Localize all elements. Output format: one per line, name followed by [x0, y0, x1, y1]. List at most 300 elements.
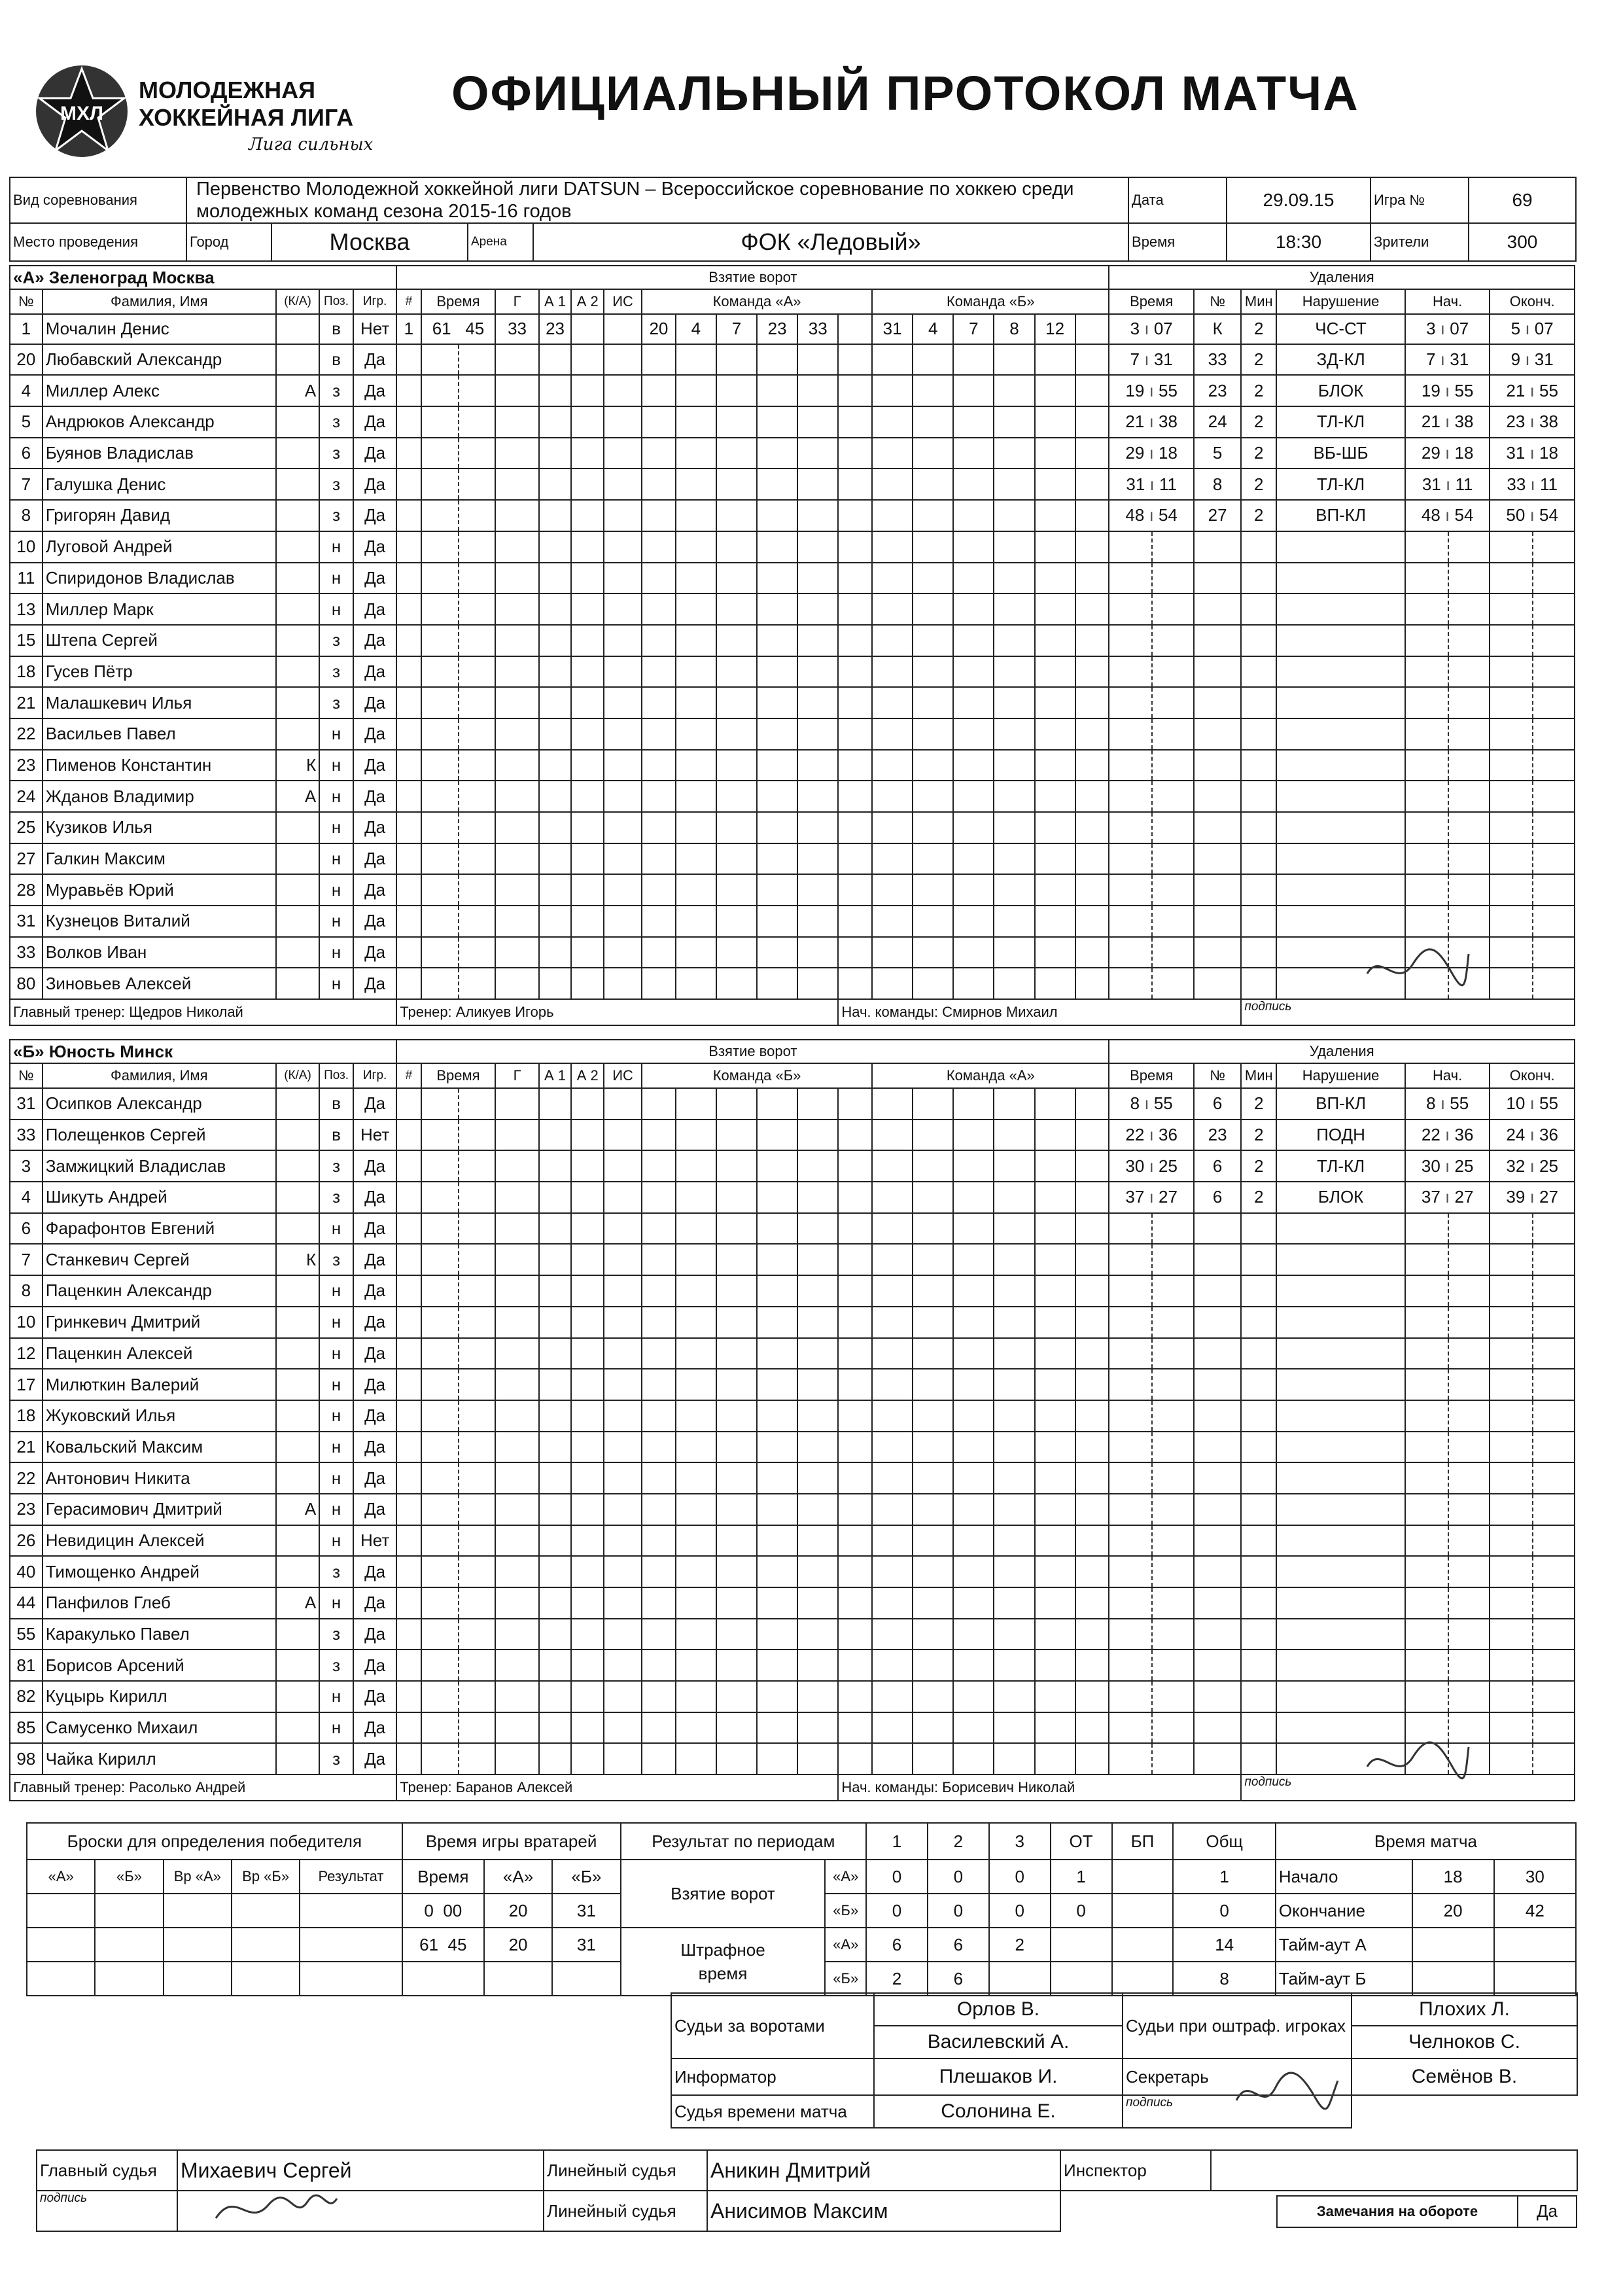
officials-table — [671, 1992, 1578, 2128]
team_a-row — [10, 375, 1575, 406]
penalty-end: 39 ı 27 — [1490, 1182, 1575, 1213]
player-played: Да — [353, 1743, 396, 1775]
penalty-end: 24 ı 36 — [1490, 1120, 1575, 1151]
team_b-row — [10, 1587, 1575, 1619]
penalty-player: К — [1194, 314, 1241, 344]
team_a-row — [10, 968, 1575, 999]
penalty-violation: БЛОК — [1276, 375, 1405, 406]
player-position: н — [319, 531, 353, 563]
penalty-end-min: 21 — [1506, 380, 1526, 400]
team_a-sign-label: подпись — [1241, 999, 1575, 1025]
team_a-title: «А» Зеленоград Москва — [10, 266, 396, 289]
goalie-row2-sec: 45 — [447, 1934, 467, 1954]
penalty-time-sec: 36 — [1159, 1125, 1178, 1145]
team_b-col-num: № — [10, 1063, 43, 1088]
pim-b-p2: 6 — [928, 1962, 989, 1996]
player-captain-mark — [276, 563, 319, 594]
player-number: 44 — [10, 1587, 43, 1619]
team_a-penalties-section-label: Удаления — [1109, 266, 1575, 289]
penalty-player: 27 — [1194, 500, 1241, 531]
player-played: Да — [353, 438, 396, 469]
penalty-judges-label: Судьи при оштраф. игроках — [1123, 1993, 1352, 2058]
penalty-end-min: 23 — [1506, 412, 1526, 432]
penalty-start: 37 ı 27 — [1405, 1182, 1490, 1213]
player-position: н — [319, 563, 353, 594]
player-number: 4 — [10, 375, 43, 406]
player-number: 23 — [10, 1494, 43, 1525]
penalty-start-min: 7 — [1426, 349, 1436, 370]
penalty-end-min: 39 — [1506, 1187, 1526, 1207]
linesman-1-value: Аникин Дмитрий — [707, 2150, 1060, 2191]
penalty-violation: ВБ-ШБ — [1276, 438, 1405, 469]
team_b-row — [10, 1369, 1575, 1400]
player-number: 33 — [10, 937, 43, 968]
player-name: Милюткин Валерий — [43, 1369, 276, 1400]
player-captain-mark — [276, 1712, 319, 1744]
remarks-box — [1276, 2195, 1577, 2228]
player-number: 10 — [10, 531, 43, 563]
shootout-col-result: Результат — [300, 1860, 402, 1894]
penalty-start-sec: 55 — [1454, 380, 1474, 400]
player-number: 18 — [10, 656, 43, 688]
player-played: Да — [353, 1182, 396, 1213]
penalty-start-sec: 31 — [1450, 349, 1469, 370]
player-played: Да — [353, 1462, 396, 1494]
penalty-start: 29 ı 18 — [1405, 438, 1490, 469]
player-captain-mark — [276, 1556, 319, 1587]
team_b-row — [10, 1400, 1575, 1432]
penalty-time-sec: 38 — [1159, 412, 1178, 432]
player-name: Полещенков Сергей — [43, 1120, 276, 1151]
pim-a-p3: 2 — [989, 1928, 1051, 1962]
player-played: Да — [353, 563, 396, 594]
goal-onice-opp: 12 — [1035, 314, 1075, 344]
player-played: Да — [353, 531, 396, 563]
league-name-line2: ХОККЕЙНАЯ ЛИГА — [139, 104, 354, 131]
goals-team-b-mark: «Б» — [825, 1894, 866, 1928]
goal-onice-own: 7 — [716, 314, 757, 344]
penalty-player: 23 — [1194, 1120, 1241, 1151]
player-number: 21 — [10, 687, 43, 718]
player-captain-mark — [276, 843, 319, 875]
team_b-row — [10, 1182, 1575, 1213]
team_b-row — [10, 1681, 1575, 1712]
penalty-start-sec: 38 — [1454, 412, 1474, 432]
player-name: Галкин Максим — [43, 843, 276, 875]
linesman-2-label: Линейный судья — [544, 2191, 707, 2231]
pim-b-p3 — [989, 1962, 1051, 1996]
player-number: 98 — [10, 1743, 43, 1775]
penalty-player: 6 — [1194, 1150, 1241, 1182]
player-position: н — [319, 1213, 353, 1245]
player-name: Гринкевич Дмитрий — [43, 1307, 276, 1338]
team_b-row — [10, 1307, 1575, 1338]
penalty-time: 30 ı 25 — [1109, 1150, 1193, 1182]
player-position: н — [319, 843, 353, 875]
match-time-title: Время матча — [1276, 1823, 1576, 1860]
player-number: 13 — [10, 593, 43, 625]
goalie-row1-sec: 00 — [443, 1900, 462, 1920]
player-number: 23 — [10, 750, 43, 781]
penalty-end: 50 ı 54 — [1490, 500, 1575, 531]
player-captain-mark — [276, 500, 319, 531]
player-number: 18 — [10, 1400, 43, 1432]
penalty-time-sec: 54 — [1159, 505, 1178, 525]
start-min: 18 — [1412, 1860, 1494, 1894]
player-name: Фарафонтов Евгений — [43, 1213, 276, 1245]
penalty-time-sec: 55 — [1153, 1093, 1173, 1114]
team_b-pen-col-end: Оконч. — [1490, 1063, 1575, 1088]
player-played: Да — [353, 344, 396, 376]
team_a-row — [10, 937, 1575, 968]
player-name: Шикуть Андрей — [43, 1182, 276, 1213]
player-played: Да — [353, 1150, 396, 1182]
pim-team-a-mark: «А» — [825, 1928, 866, 1962]
team_b-row — [10, 1432, 1575, 1463]
player-captain-mark — [276, 906, 319, 937]
player-name: Станкевич Сергей — [43, 1244, 276, 1275]
goal-scorer: 33 — [495, 314, 538, 344]
goal-onice-opp: 4 — [913, 314, 953, 344]
penalty-end-min: 33 — [1507, 474, 1526, 494]
penalty-end-sec: 11 — [1539, 474, 1558, 494]
player-captain-mark — [276, 1619, 319, 1650]
penalty-time: 37 ı 27 — [1109, 1182, 1193, 1213]
player-name: Панфилов Глеб — [43, 1587, 276, 1619]
player-captain-mark — [276, 1650, 319, 1681]
team_b-row — [10, 1650, 1575, 1681]
player-captain-mark — [276, 1307, 319, 1338]
penalty-end-sec: 54 — [1539, 505, 1558, 525]
penalty-start-sec: 11 — [1455, 474, 1473, 494]
player-name: Пименов Константин — [43, 750, 276, 781]
penalty-start-min: 31 — [1422, 474, 1441, 494]
team_b-row — [10, 1213, 1575, 1245]
player-position: н — [319, 1712, 353, 1744]
team_a-row — [10, 906, 1575, 937]
team-b-section — [9, 1039, 1575, 1801]
player-captain-mark: А — [276, 781, 319, 812]
team_a-row — [10, 344, 1575, 376]
shootout-col-b: «Б» — [95, 1860, 163, 1894]
player-captain-mark: К — [276, 1244, 319, 1275]
team_a-col-name: Фамилия, Имя — [43, 289, 276, 314]
player-number: 31 — [10, 906, 43, 937]
penalty-end-min: 9 — [1510, 349, 1521, 370]
player-played: Да — [353, 874, 396, 906]
player-captain-mark — [276, 531, 319, 563]
penalty-start: 30 ı 25 — [1405, 1150, 1490, 1182]
team_b-row — [10, 1619, 1575, 1650]
player-captain-mark — [276, 1525, 319, 1557]
player-played: Да — [353, 1619, 396, 1650]
player-name: Зиновьев Алексей — [43, 968, 276, 999]
penalty-minutes: 2 — [1241, 1088, 1276, 1120]
player-name: Миллер Алекс — [43, 375, 276, 406]
shootout-col-gk-a: Вр «А» — [164, 1860, 232, 1894]
player-position: н — [319, 1494, 353, 1525]
main-referee-value: Михаевич Сергей — [177, 2150, 544, 2191]
penalty-time: 29 ı 18 — [1109, 438, 1193, 469]
pim-b-ot — [1051, 1962, 1112, 1996]
team_a-row — [10, 500, 1575, 531]
penalty-time-sec: 55 — [1159, 380, 1178, 400]
team_b-col-is: ИС — [604, 1063, 642, 1088]
player-number: 3 — [10, 1150, 43, 1182]
team_a-pen-col-viol: Нарушение — [1276, 289, 1405, 314]
pim-a-bp — [1112, 1928, 1174, 1962]
penalty-minutes: 2 — [1241, 1120, 1276, 1151]
team_b-pen-col-viol: Нарушение — [1276, 1063, 1405, 1088]
goalie-row2-min: 61 — [419, 1934, 439, 1954]
player-number: 40 — [10, 1556, 43, 1587]
team_a-row — [10, 438, 1575, 469]
goal-judges-label: Судьи за воротами — [671, 1993, 874, 2058]
penalty-time: 21 ı 38 — [1109, 406, 1193, 438]
player-captain-mark — [276, 468, 319, 500]
goal-onice-opp: 8 — [994, 314, 1034, 344]
player-captain-mark: А — [276, 1494, 319, 1525]
penalty-time-sec: 27 — [1159, 1187, 1178, 1207]
pim-b-total: 8 — [1173, 1962, 1275, 1996]
player-position: н — [319, 718, 353, 750]
linesman-1-label: Линейный судья — [544, 2150, 707, 2191]
penalty-minutes: 2 — [1241, 406, 1276, 438]
player-name: Осипков Александр — [43, 1088, 276, 1120]
player-captain-mark: А — [276, 1587, 319, 1619]
team_b-pen-col-num: № — [1194, 1063, 1241, 1088]
player-captain-mark — [276, 1088, 319, 1120]
penalty-violation: ВП-КЛ — [1276, 500, 1405, 531]
team-a-section — [9, 265, 1575, 1026]
player-played: Да — [353, 750, 396, 781]
player-played: Да — [353, 843, 396, 875]
pim-label: Штрафное время — [621, 1928, 826, 1996]
player-captain-mark: К — [276, 750, 319, 781]
secretary-label: Секретарь — [1123, 2058, 1352, 2095]
goals-a-p3: 0 — [989, 1860, 1051, 1894]
player-position: н — [319, 937, 353, 968]
pim-a-p1: 6 — [866, 1928, 928, 1962]
arena-label: Арена — [468, 223, 533, 261]
player-name: Герасимович Дмитрий — [43, 1494, 276, 1525]
penalty-time-sec: 18 — [1159, 443, 1178, 463]
player-captain-mark — [276, 812, 319, 843]
player-played: Да — [353, 968, 396, 999]
period-1-label: 1 — [866, 1823, 928, 1860]
team_a-row — [10, 687, 1575, 718]
player-played: Нет — [353, 1525, 396, 1557]
player-number: 28 — [10, 874, 43, 906]
spectators-value: 300 — [1469, 223, 1576, 261]
penalty-player: 33 — [1194, 344, 1241, 376]
team_b-col-g: Г — [495, 1063, 538, 1088]
goals-a-p1: 0 — [866, 1860, 928, 1894]
arena-value: ФОК «Ледовый» — [533, 223, 1128, 261]
team_b-row — [10, 1088, 1575, 1120]
player-position: н — [319, 593, 353, 625]
team_b-row — [10, 1743, 1575, 1775]
team_a-pen-col-time: Время — [1109, 289, 1193, 314]
player-number: 5 — [10, 406, 43, 438]
shootout-title: Броски для определения победителя — [27, 1823, 402, 1860]
player-position: в — [319, 344, 353, 376]
team-a-signature — [1361, 941, 1472, 993]
player-name: Невидицин Алексей — [43, 1525, 276, 1557]
player-name: Кузиков Илья — [43, 812, 276, 843]
goals-b-bp — [1112, 1894, 1174, 1928]
team_b-col-name: Фамилия, Имя — [43, 1063, 276, 1088]
player-played: Да — [353, 1307, 396, 1338]
penalty-time-min: 21 — [1125, 412, 1145, 432]
penalty-start: 19 ı 55 — [1405, 375, 1490, 406]
team_a-row — [10, 656, 1575, 688]
player-position: з — [319, 406, 353, 438]
team_b-row — [10, 1494, 1575, 1525]
team_a-pen-col-num: № — [1194, 289, 1241, 314]
player-played: Да — [353, 1213, 396, 1245]
team_a-col-g: Г — [495, 289, 538, 314]
player-number: 4 — [10, 1182, 43, 1213]
team_a-col-hash: # — [396, 289, 421, 314]
player-position: з — [319, 1650, 353, 1681]
penalty-time: 7 ı 31 — [1109, 344, 1193, 376]
penalty-start-sec: 55 — [1450, 1093, 1469, 1114]
player-captain-mark — [276, 1275, 319, 1307]
player-number: 25 — [10, 812, 43, 843]
player-name: Жданов Владимир — [43, 781, 276, 812]
penalty-violation: ТЛ-КЛ — [1276, 1150, 1405, 1182]
team_a-col-a1: А 1 — [539, 289, 572, 314]
goals-a-p2: 0 — [928, 1860, 989, 1894]
goalie-row1-a: 20 — [484, 1894, 552, 1928]
player-captain-mark — [276, 344, 319, 376]
penalty-end-min: 31 — [1506, 443, 1526, 463]
player-captain-mark — [276, 406, 319, 438]
player-played: Да — [353, 406, 396, 438]
goals-a-bp — [1112, 1860, 1174, 1894]
penalty-start-min: 3 — [1426, 319, 1436, 339]
shootout-label: БП — [1112, 1823, 1174, 1860]
penalty-end-sec: 27 — [1539, 1187, 1558, 1207]
penalty-time-min: 19 — [1125, 380, 1145, 400]
team_a-manager: Нач. команды: Смирнов Михаил — [838, 999, 1241, 1025]
end-label: Окончание — [1276, 1894, 1412, 1928]
competition-value: Первенство Молодежной хоккейной лиги DATSUN – Всероссийское соревнование по хоккею среди молодежных команд сезона 2015-16 годов — [186, 177, 1128, 223]
penalty-violation: ТЛ-КЛ — [1276, 406, 1405, 438]
penalty-player: 8 — [1194, 468, 1241, 500]
player-number: 7 — [10, 1244, 43, 1275]
goalie-row2-b: 31 — [552, 1928, 620, 1962]
goal-hash: 1 — [396, 314, 421, 344]
venue-label: Место проведения — [10, 223, 186, 261]
pim-b-p1: 2 — [866, 1962, 928, 1996]
penalty-time-min: 8 — [1130, 1093, 1140, 1114]
goalie-col-b: «Б» — [552, 1860, 620, 1894]
player-name: Самусенко Михаил — [43, 1712, 276, 1744]
team_b-col-a2: А 2 — [571, 1063, 604, 1088]
penalty-start-min: 21 — [1421, 412, 1440, 432]
player-number: 22 — [10, 1462, 43, 1494]
goals-b-p2: 0 — [928, 1894, 989, 1928]
penalty-minutes: 2 — [1241, 375, 1276, 406]
goal-time — [421, 314, 496, 344]
penalty-start-min: 29 — [1421, 443, 1440, 463]
penalty-end: 23 ı 38 — [1490, 406, 1575, 438]
player-position: н — [319, 1307, 353, 1338]
player-position: з — [319, 468, 353, 500]
main-referee-sign-label: подпись — [37, 2191, 177, 2231]
player-name: Замжицкий Владислав — [43, 1150, 276, 1182]
player-name: Жуковский Илья — [43, 1400, 276, 1432]
penalty-end-min: 24 — [1506, 1125, 1526, 1145]
periods-title: Результат по периодам — [621, 1823, 867, 1860]
penalty-start-sec: 07 — [1450, 319, 1469, 339]
penalty-end: 32 ı 25 — [1490, 1150, 1575, 1182]
player-position: з — [319, 375, 353, 406]
player-position: в — [319, 1088, 353, 1120]
player-played: Да — [353, 1712, 396, 1744]
penalty-end: 31 ı 18 — [1490, 438, 1575, 469]
player-position: з — [319, 1182, 353, 1213]
player-captain-mark — [276, 968, 319, 999]
player-played: Да — [353, 1681, 396, 1712]
team_a-table — [9, 265, 1575, 1026]
end-sec: 42 — [1494, 1894, 1576, 1928]
overtime-label: ОТ — [1051, 1823, 1112, 1860]
team_a-row — [10, 812, 1575, 843]
player-name: Мочалин Денис — [43, 314, 276, 344]
player-name: Андрюков Александр — [43, 406, 276, 438]
penalty-start: 22 ı 36 — [1405, 1120, 1490, 1151]
goal-onice-own: 23 — [757, 314, 797, 344]
goal-onice-own: 20 — [642, 314, 676, 344]
start-label: Начало — [1276, 1860, 1412, 1894]
penalty-end: 5 ı 07 — [1490, 314, 1575, 344]
match-info-table — [9, 177, 1577, 262]
summary-table — [26, 1822, 1577, 1996]
player-number: 1 — [10, 314, 43, 344]
team_b-col-team-own: Команда «Б» — [642, 1063, 872, 1088]
date-label: Дата — [1128, 177, 1227, 223]
player-position: з — [319, 656, 353, 688]
penalty-end: 9 ı 31 — [1490, 344, 1575, 376]
player-number: 21 — [10, 1432, 43, 1463]
total-label: Общ — [1173, 1823, 1275, 1860]
team_b-row — [10, 1120, 1575, 1151]
penalty-violation: БЛОК — [1276, 1182, 1405, 1213]
player-position: н — [319, 1587, 353, 1619]
player-name: Васильев Павел — [43, 718, 276, 750]
team_b-row — [10, 1712, 1575, 1744]
penalty-time-min: 29 — [1125, 443, 1145, 463]
player-played: Да — [353, 1432, 396, 1463]
team_a-row — [10, 468, 1575, 500]
team_a-col-team-own: Команда «А» — [642, 289, 872, 314]
goalie-row2-time — [402, 1928, 484, 1962]
goal-assist-1: 23 — [539, 314, 572, 344]
team_a-col-team-opp: Команда «Б» — [872, 289, 1109, 314]
team_a-col-num: № — [10, 289, 43, 314]
player-position: н — [319, 1432, 353, 1463]
player-number: 15 — [10, 625, 43, 656]
goalie-time-title: Время игры вратарей — [402, 1823, 621, 1860]
goal-onice-opp: 7 — [953, 314, 994, 344]
goals-a-ot: 1 — [1051, 1860, 1112, 1894]
player-captain-mark — [276, 1369, 319, 1400]
inspector-value — [1211, 2150, 1577, 2191]
player-position: з — [319, 1743, 353, 1775]
